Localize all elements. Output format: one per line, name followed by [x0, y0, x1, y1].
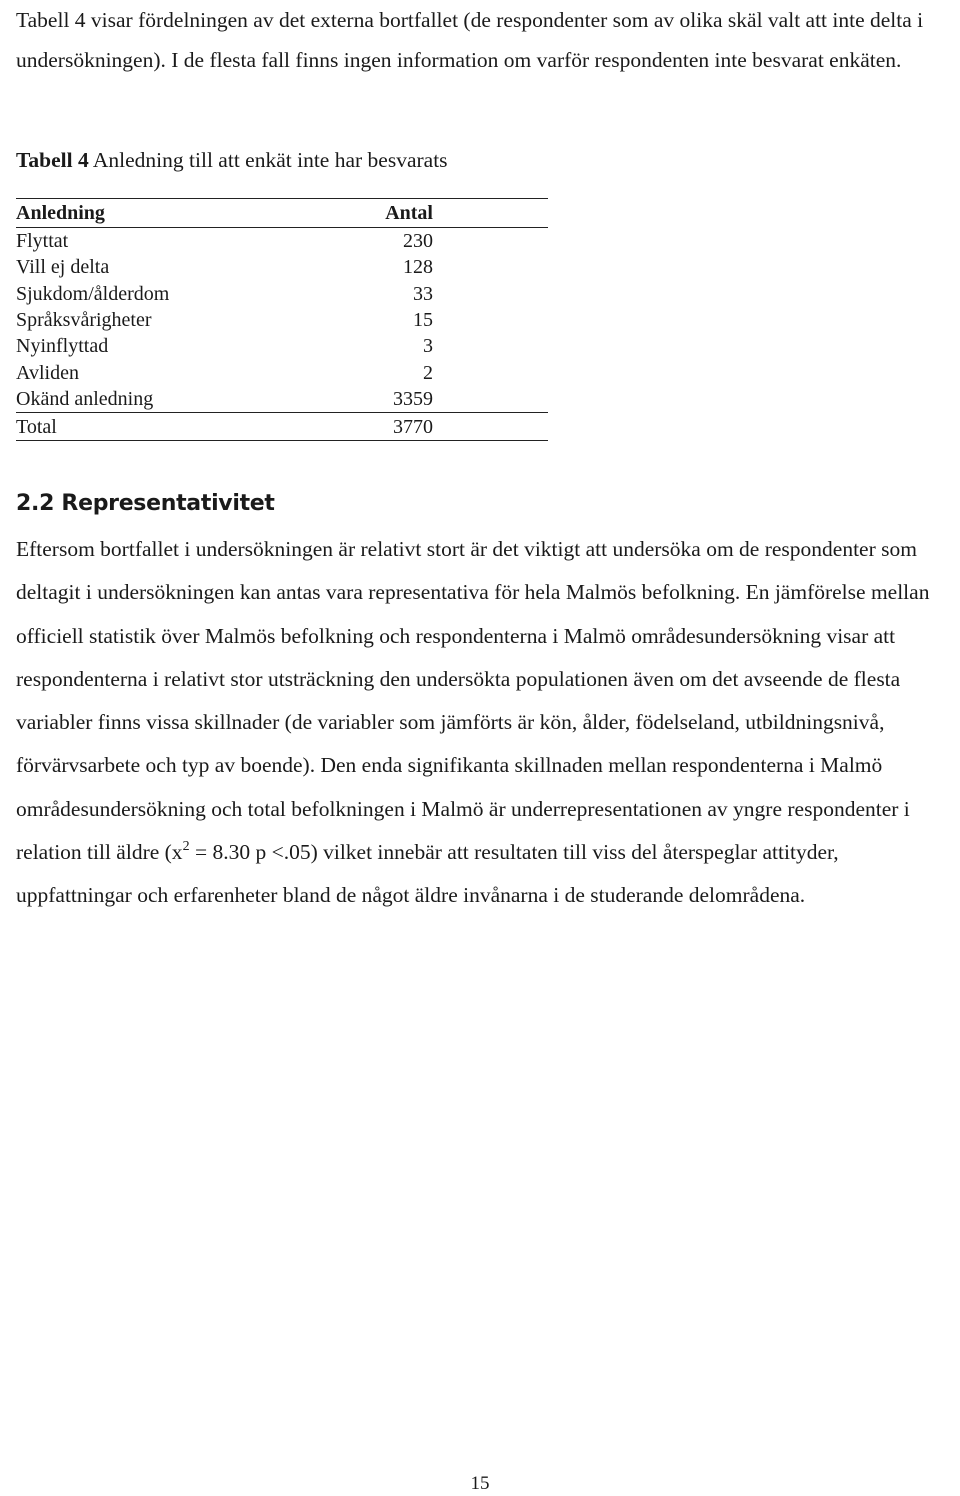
row-label: Sjukdom/ålderdom [16, 282, 170, 305]
row-value: 128 [403, 256, 433, 279]
section-heading: 2.2 Representativitet [16, 491, 275, 516]
header-antal: Antal [338, 199, 433, 228]
table-row [16, 386, 548, 413]
row-value: 3359 [393, 387, 433, 410]
chi-square-superscript: 2 [182, 839, 190, 855]
table-header-row [16, 199, 548, 228]
row-label: Okänd anledning [16, 387, 154, 410]
table-caption-text: Anledning till att enkät inte har besvarats [88, 148, 448, 172]
table-row [16, 228, 548, 255]
header-anledning: Anledning [16, 199, 338, 228]
row-label: Vill ej delta [16, 256, 110, 279]
table-row [16, 281, 548, 307]
table-row [16, 333, 548, 359]
row-value: 2 [423, 361, 433, 384]
table-row [16, 359, 548, 385]
row-value: 33 [413, 282, 433, 305]
paragraph-text-start: Eftersom bortfallet i undersökningen är relativt stort är det viktigt att undersöka om de respondenter som deltagit i undersökningen kan antas vara representativa för hela Malmös befolkning. En jämförelse mellan officiell statistik över Malmös befolkning och respondenterna i Malmö områdesundersökning visar att respondenterna i relativt stor utsträckning den undersökta populationen även om det avseende de flesta variabler finns vissa skillnader (de variabler som jämförts är kön, ålder, födelseland, utbildningsnivå, förvärvsarbete och typ av boende). Den enda signifikanta skillnaden mellan respondenterna i Malmö områdesundersökning och total befolkningen i Malmö är underrepresentationen av yngre respondenter i relation till äldre (x [16, 537, 930, 865]
table-row [16, 254, 548, 280]
row-value: 15 [413, 309, 433, 332]
intro-paragraph: Tabell 4 visar fördelningen av det externa bortfallet (de respondenter som av olika skäl valt att inte delta i undersökningen). I de flesta fall finns ingen information om varför respondenten inte besvarat enkäten. [16, 8, 924, 72]
paragraph-text-end: = 8.30 p <.05) vilket innebär att resultaten till viss del återspeglar attityder, uppfattningar och erfarenheter bland de något äldre invånarna i de studerande delområdena. [16, 840, 839, 908]
table-caption [16, 144, 448, 176]
header-spacer [433, 199, 548, 228]
table-caption-label: Tabell 4 [16, 148, 89, 172]
row-value: 3 [423, 335, 433, 358]
representativity-paragraph [16, 528, 956, 918]
row-label: Flyttat [16, 230, 69, 253]
row-value: 230 [403, 230, 433, 253]
nonresponse-table [16, 198, 548, 441]
total-label: Total [16, 413, 338, 441]
row-label: Nyinflyttad [16, 335, 109, 358]
row-label: Språksvårigheter [16, 309, 152, 332]
total-value: 3770 [338, 413, 433, 441]
page-number: 15 [470, 1473, 490, 1494]
row-label: Avliden [16, 361, 79, 384]
table-total-row [16, 413, 548, 441]
table-row [16, 307, 548, 333]
